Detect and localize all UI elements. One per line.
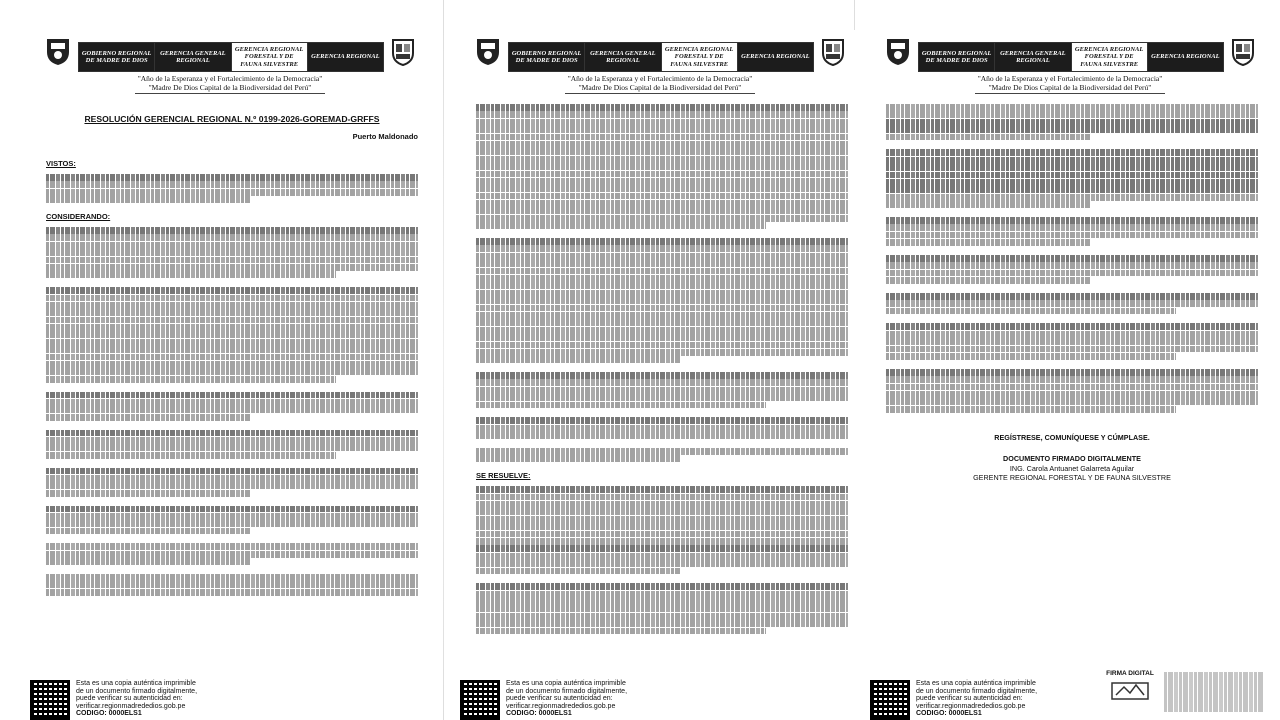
- header-box-gerencia-general: GERENCIA GENERAL REGIONAL: [995, 43, 1071, 71]
- signed-notice: DOCUMENTO FIRMADO DIGITALMENTE: [1003, 454, 1141, 464]
- peru-coat-of-arms-icon: [818, 36, 848, 66]
- article: [886, 149, 1258, 208]
- motto-line-1: "Año de la Esperanza y el Fortalecimiento de la Democracia": [567, 74, 753, 83]
- signature-title: FIRMA DIGITAL: [1106, 670, 1154, 677]
- header-box-gobierno: GOBIERNO REGIONAL DE MADRE DE DIOS: [509, 43, 585, 71]
- paragraph: [476, 448, 848, 462]
- document-page-1: [30, 30, 430, 720]
- place-name: Puerto Maldonado: [352, 132, 418, 141]
- signature-seal-icon: [1110, 679, 1150, 703]
- paragraph: [46, 506, 418, 535]
- paragraph: [46, 430, 418, 459]
- verification-url[interactable]: verificar.regionmadrededios.gob.pe: [76, 702, 186, 710]
- motto: [30, 74, 430, 94]
- paragraph: [46, 392, 418, 421]
- signer-title: GERENTE REGIONAL FORESTAL Y DE FAUNA SILVESTRE: [973, 473, 1171, 483]
- article: [886, 293, 1258, 315]
- qr-code-icon[interactable]: [870, 680, 910, 720]
- motto-line-2: "Madre De Dios Capital de la Biodiversidad del Perú": [148, 83, 312, 92]
- digital-signature[interactable]: [1100, 670, 1270, 718]
- article: [886, 217, 1258, 246]
- page-separator: [443, 0, 444, 720]
- header-boxes: [78, 42, 384, 72]
- verification-code: CODIGO: 0000ELS1: [916, 710, 982, 718]
- header-box-gerencia-regional: GERENCIA REGIONAL: [738, 43, 813, 71]
- motto-line-2: "Madre De Dios Capital de la Biodiversidad del Perú": [578, 83, 742, 92]
- verification-code: CODIGO: 0000ELS1: [506, 710, 572, 718]
- resolution-title: RESOLUCIÓN GERENCIAL REGIONAL N.º 0199-2026-GOREMAD-GRFFS: [84, 114, 380, 124]
- closing-formula: REGÍSTRESE, COMUNÍQUESE Y CÚMPLASE.: [994, 432, 1150, 442]
- paragraph: [46, 287, 418, 382]
- peru-coat-of-arms-icon: [388, 36, 418, 66]
- peru-coat-of-arms-icon: [1228, 36, 1258, 66]
- header-box-gobierno: GOBIERNO REGIONAL DE MADRE DE DIOS: [79, 43, 155, 71]
- regional-shield-icon: [44, 36, 72, 66]
- verification-footer: [460, 680, 627, 720]
- paragraph: [46, 174, 418, 203]
- header-box-gerencia-general: GERENCIA GENERAL REGIONAL: [585, 43, 661, 71]
- paragraph: [46, 543, 418, 565]
- paragraph: [886, 104, 1258, 140]
- closing-block: [886, 433, 1258, 483]
- page-1-content: [30, 98, 430, 596]
- verification-text: Esta es una copia auténtica imprimible de un documento firmado digitalmente, puede verificar su autenticidad en: verificar.regionmadrededios.gob.pe CODIGO: 0000ELS1: [76, 680, 198, 718]
- page-header: [878, 30, 1262, 72]
- paragraph: [46, 468, 418, 497]
- verification-text: Esta es una copia auténtica imprimible de un documento firmado digitalmente, puede verificar su autenticidad en: verificar.regionmadrededios.gob.pe CODIGO: 0000ELS1: [916, 680, 1038, 718]
- paragraph: [476, 238, 848, 363]
- paragraph: [476, 104, 848, 229]
- page-2-content: [460, 98, 860, 634]
- header-box-gerencia-forestal: GERENCIA REGIONAL FORESTAL Y DE FAUNA SILVESTRE: [232, 43, 308, 71]
- signature-details-illegible: [1164, 672, 1264, 712]
- paragraph: [476, 372, 848, 408]
- qr-code-icon[interactable]: [460, 680, 500, 720]
- paragraph: [476, 417, 848, 439]
- regional-shield-icon: [474, 36, 502, 66]
- header-box-gobierno: GOBIERNO REGIONAL DE MADRE DE DIOS: [919, 43, 995, 71]
- regional-shield-icon: [884, 36, 912, 66]
- header-box-gerencia-forestal: GERENCIA REGIONAL FORESTAL Y DE FAUNA SILVESTRE: [662, 43, 738, 71]
- verification-footer: [870, 680, 1037, 720]
- section-se-resuelve: SE RESUELVE:: [476, 471, 531, 481]
- article: [886, 369, 1258, 413]
- section-considerando: CONSIDERANDO:: [46, 211, 111, 221]
- verification-code: CODIGO: 0000ELS1: [76, 710, 142, 718]
- header-box-gerencia-general: GERENCIA GENERAL REGIONAL: [155, 43, 231, 71]
- motto: [870, 74, 1270, 94]
- page-header: [468, 30, 852, 72]
- paragraph: [46, 227, 418, 278]
- motto: [460, 74, 860, 94]
- verification-url[interactable]: verificar.regionmadrededios.gob.pe: [506, 702, 616, 710]
- document-page-2: [460, 30, 860, 720]
- verification-footer: [30, 680, 197, 720]
- qr-code-icon[interactable]: [30, 680, 70, 720]
- section-vistos: VISTOS:: [46, 159, 76, 168]
- article: [886, 323, 1258, 359]
- paragraph: [46, 574, 418, 596]
- signer-name: ING. Carola Antuanet Galarreta Aguilar: [1009, 463, 1135, 473]
- page-3-content: [870, 98, 1270, 483]
- document-page-3: [870, 30, 1270, 720]
- signature-seal-block: [1100, 670, 1160, 718]
- header-box-gerencia-regional: GERENCIA REGIONAL: [1148, 43, 1223, 71]
- page-header: [38, 30, 422, 72]
- article: [476, 583, 848, 634]
- header-boxes: [508, 42, 814, 72]
- verification-url[interactable]: verificar.regionmadrededios.gob.pe: [916, 702, 1026, 710]
- motto-line-1: "Año de la Esperanza y el Fortalecimiento de la Democracia": [977, 74, 1163, 83]
- motto-line-1: "Año de la Esperanza y el Fortalecimiento de la Democracia": [137, 74, 323, 83]
- article: [476, 486, 848, 574]
- header-box-gerencia-forestal: GERENCIA REGIONAL FORESTAL Y DE FAUNA SILVESTRE: [1072, 43, 1148, 71]
- header-box-gerencia-regional: GERENCIA REGIONAL: [308, 43, 383, 71]
- verification-text: Esta es una copia auténtica imprimible de un documento firmado digitalmente, puede verificar su autenticidad en: verificar.regionmadrededios.gob.pe CODIGO: 0000ELS1: [506, 680, 628, 718]
- motto-line-2: "Madre De Dios Capital de la Biodiversidad del Perú": [988, 83, 1152, 92]
- header-boxes: [918, 42, 1224, 72]
- article: [886, 255, 1258, 284]
